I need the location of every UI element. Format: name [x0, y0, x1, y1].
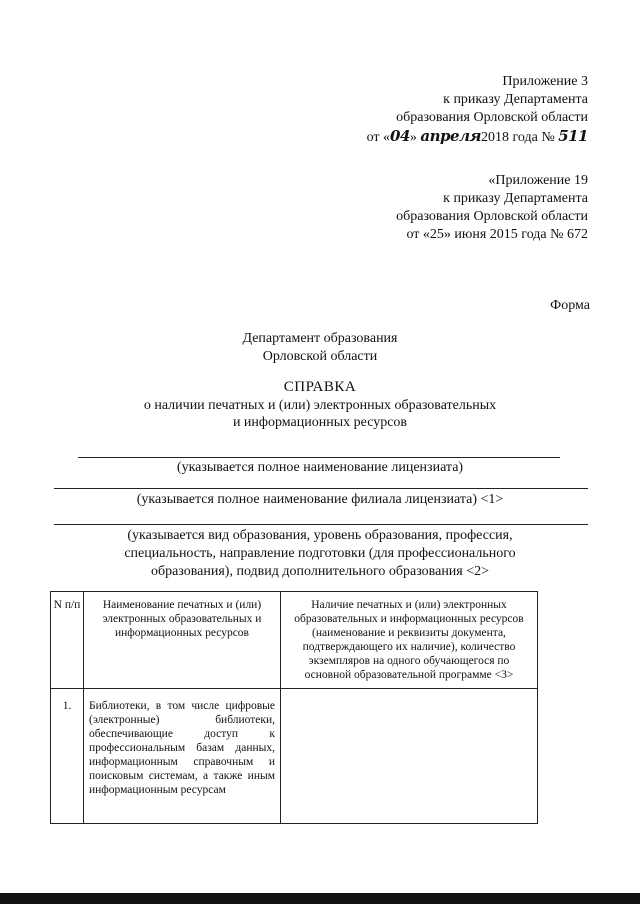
appendix-19-title: «Приложение 19: [488, 173, 588, 188]
appendix-3-title: Приложение 3: [502, 74, 588, 89]
row-number: 1.: [51, 689, 84, 824]
table-row: [51, 689, 538, 824]
branch-fill-line: [54, 488, 588, 489]
appendix-3-order-ref: к приказу Департамента: [443, 92, 588, 107]
appendix-19-department: образования Орловской области: [396, 209, 588, 224]
header-resource-name: Наименование печатных и (или) электронных образовательных и информационных ресурсов: [84, 592, 281, 689]
appendix-19-date: от «25» июня 2015 года № 672: [406, 227, 588, 242]
appendix-19-order-ref: к приказу Департамента: [443, 191, 588, 206]
header-availability: Наличие печатных и (или) электронных образовательных и информационных ресурсов (наименование и реквизиты документа, подтверждающего их наличие), количество экземпляров на одного обучающегося по основной образовательной программе <3>: [281, 592, 538, 689]
handwritten-number: 511: [558, 127, 588, 145]
table-header-row: [51, 592, 538, 689]
document-subtitle: о наличии печатных и (или) электронных образовательных и информационных ресурсов: [143, 398, 497, 430]
row-availability-cell[interactable]: [281, 689, 538, 824]
header-number: N п/п: [51, 592, 84, 689]
licensee-fill-line: [78, 457, 560, 458]
licensee-hint: (указывается полное наименование лицензиата): [176, 460, 464, 475]
handwritten-day: 04: [390, 127, 410, 145]
appendix-3-department: образования Орловской области: [396, 110, 588, 125]
handwritten-month: апреля: [420, 127, 481, 145]
education-fill-line: [54, 524, 588, 525]
appendix-3-date: от «04» апреля2018 года № 511: [366, 127, 588, 145]
department-name: Департамент образования Орловской области: [242, 331, 398, 364]
education-hint: (указывается вид образования, уровень образования, профессия, специальность, направление подготовки (для профессионального образования), подвид дополнительного образования <2>: [124, 528, 516, 579]
resources-table: [50, 591, 538, 824]
row-resource-name: Библиотеки, в том числе цифровые (электронные) библиотеки, обеспечивающие доступ к профессиональным базам данных, информационным справочным и поисковым системам, а также иным информационным ресурсам: [84, 689, 281, 824]
branch-hint: (указывается полное наименование филиала лицензиата) <1>: [136, 492, 504, 507]
form-label: Форма: [550, 298, 590, 313]
appendix-19-header: [396, 172, 588, 244]
appendix-3-header: [367, 73, 588, 147]
scan-edge-bar: [0, 893, 640, 904]
document-title: СПРАВКА: [283, 379, 357, 395]
